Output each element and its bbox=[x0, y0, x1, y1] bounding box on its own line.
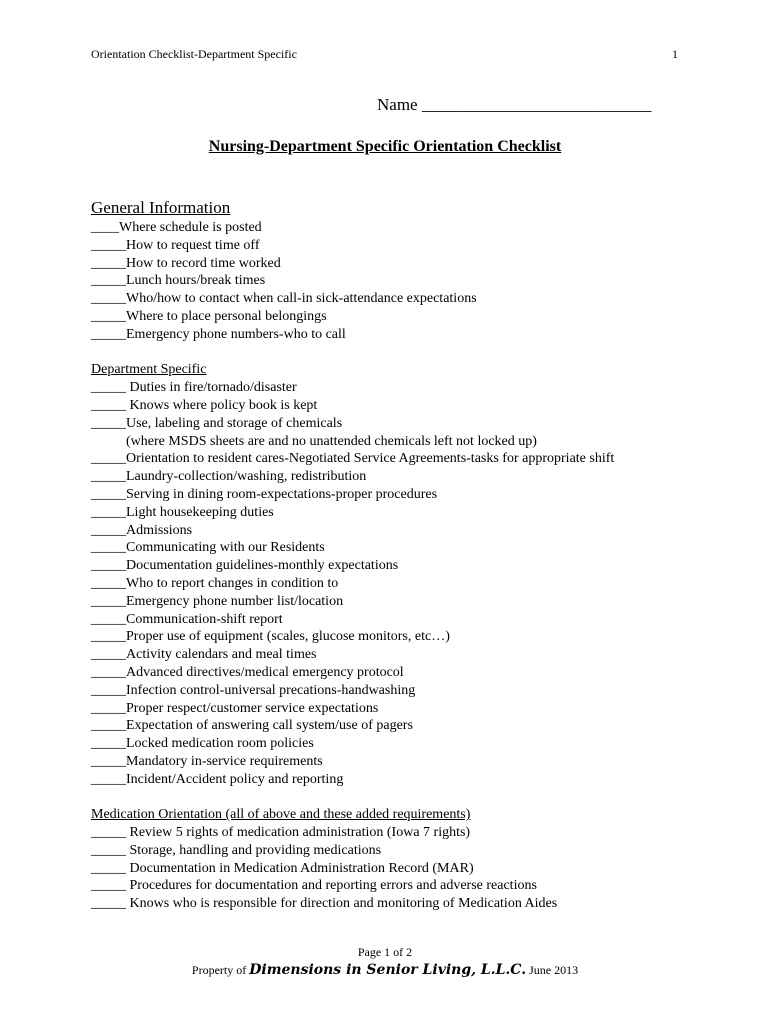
checklist-item: _____Serving in dining room-expectations-proper procedures bbox=[91, 486, 438, 502]
checklist-item: _____How to record time worked bbox=[91, 255, 281, 271]
checklist-item: _____Proper respect/customer service expectations bbox=[91, 700, 379, 716]
checklist-item: _____Admissions bbox=[91, 522, 193, 538]
checklist-item: _____Who to report changes in condition to bbox=[91, 575, 339, 591]
checklist-item: _____Emergency phone numbers-who to call bbox=[91, 326, 346, 342]
header-page-number: 1 bbox=[672, 47, 678, 61]
checklist-item: _____Activity calendars and meal times bbox=[91, 647, 317, 663]
checklist-item: _____Where to place personal belongings bbox=[91, 308, 327, 324]
checklist-item: _____ Knows who is responsible for direction and monitoring of Medication Aides bbox=[91, 896, 558, 912]
general-information-section bbox=[91, 197, 751, 344]
checklist-item: _____Use, labeling and storage of chemicals bbox=[91, 415, 343, 431]
checklist-item: _____Documentation guidelines-monthly expectations bbox=[91, 558, 399, 574]
property-prefix: Property of bbox=[191, 963, 247, 977]
page-title: Nursing-Department Specific Orientation Checklist bbox=[208, 138, 562, 155]
checklist-item: _____Incident/Accident policy and reporting bbox=[91, 771, 344, 787]
checklist-item: _____Laundry-collection/washing, redistribution bbox=[91, 469, 367, 485]
checklist-item: _____ Duties in fire/tornado/disaster bbox=[91, 380, 297, 396]
department-specific-heading: Department Specific bbox=[91, 362, 207, 378]
checklist-item: _____Mandatory in-service requirements bbox=[91, 753, 323, 769]
checklist-item: _____Locked medication room policies bbox=[91, 736, 314, 752]
medication-orientation-section bbox=[91, 806, 751, 913]
checklist-item: _____Advanced directives/medical emergency protocol bbox=[91, 664, 404, 680]
checklist-item: _____ Procedures for documentation and reporting errors and adverse reactions bbox=[91, 878, 537, 894]
checklist-item: _____Light housekeeping duties bbox=[91, 504, 274, 520]
checklist-item-note: (where MSDS sheets are and no unattended chemicals left not locked up) bbox=[91, 433, 537, 449]
checklist-item: _____Who/how to contact when call-in sick-attendance expectations bbox=[91, 291, 477, 307]
checklist-item: _____Emergency phone number list/location bbox=[91, 593, 344, 609]
footer-date: June 2013 bbox=[529, 963, 579, 977]
checklist-body bbox=[91, 197, 751, 913]
company-name: Dimensions in Senior Living, L.L.C. bbox=[249, 962, 527, 978]
checklist-item: _____Expectation of answering call system/use of pagers bbox=[91, 718, 413, 734]
name-field: Name ___________________________ bbox=[377, 95, 652, 114]
footer-page-label: Page 1 of 2 bbox=[357, 945, 413, 959]
checklist-item: _____Communication-shift report bbox=[91, 611, 283, 627]
checklist-item: _____ Review 5 rights of medication administration (Iowa 7 rights) bbox=[91, 825, 471, 841]
section-spacer bbox=[91, 344, 751, 362]
checklist-item: _____ Documentation in Medication Administration Record (MAR) bbox=[91, 860, 474, 876]
section-spacer bbox=[91, 789, 751, 807]
department-specific-section bbox=[91, 361, 751, 788]
running-header: Orientation Checklist-Department Specific bbox=[91, 47, 297, 61]
checklist-item: _____How to request time off bbox=[91, 237, 260, 253]
checklist-item: _____ Storage, handling and providing medications bbox=[91, 842, 382, 858]
checklist-item: _____Lunch hours/break times bbox=[91, 273, 266, 289]
medication-orientation-heading: Medication Orientation (all of above and these added requirements) bbox=[91, 807, 471, 823]
general-information-heading: General Information bbox=[91, 198, 231, 217]
checklist-item: _____Communicating with our Residents bbox=[91, 540, 325, 556]
checklist-item: _____Orientation to resident cares-Negotiated Service Agreements-tasks for appropriate shift bbox=[91, 451, 615, 467]
footer-property-line bbox=[0, 962, 770, 978]
checklist-item: _____Infection control-universal precations-handwashing bbox=[91, 682, 416, 698]
checklist-item: ____Where schedule is posted bbox=[91, 220, 262, 235]
checklist-item: _____Proper use of equipment (scales, glucose monitors, etc…) bbox=[91, 629, 450, 645]
checklist-item: _____ Knows where policy book is kept bbox=[91, 397, 318, 413]
